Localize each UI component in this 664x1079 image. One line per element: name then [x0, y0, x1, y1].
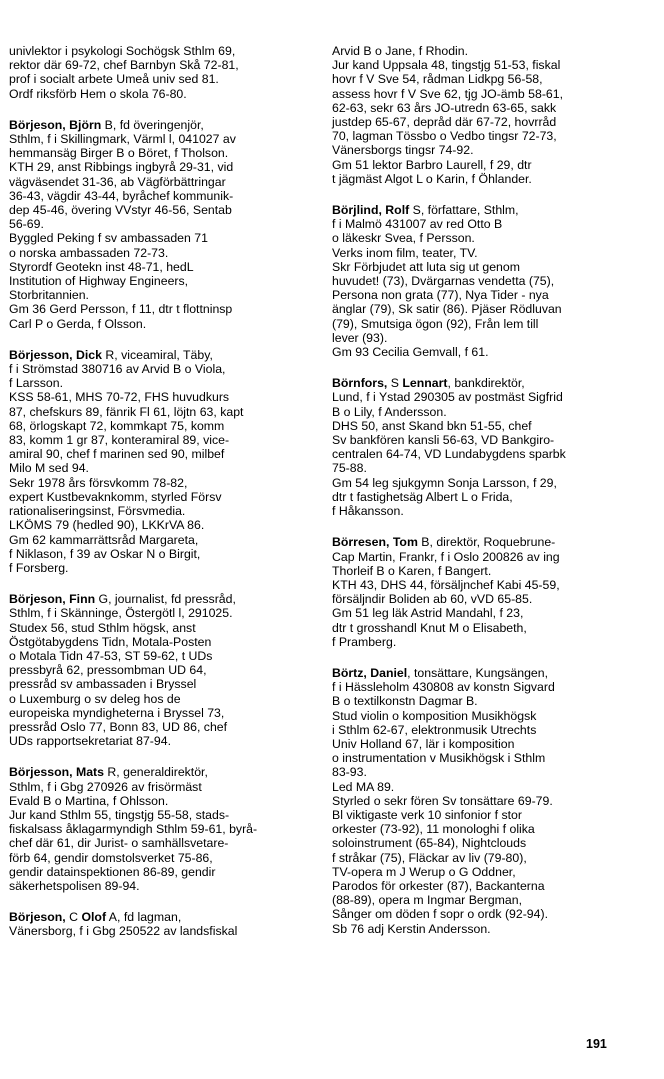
entry-line: KTH 43, DHS 44, försäljnchef Kabi 45-59, [332, 577, 560, 592]
entry-line: Sb 76 adj Kerstin Andersson. [332, 921, 491, 936]
entry-line: 62-63, sekr 63 års JO-utredn 63-65, sakk [332, 100, 557, 115]
entry-initial: S [390, 376, 403, 391]
entry-line: Gm 51 lektor Barbro Laurell, f 29, dtr [332, 157, 532, 172]
entry-line: Sthlm, f i Skillingmark, Värml l, 041027 av [9, 132, 236, 147]
entry-line: Ordf riksförb Hem o skola 76-80. [9, 86, 187, 101]
entry-first-line [9, 348, 305, 362]
entry-line: Cap Martin, Frankr, f i Oslo 200826 av ing [332, 549, 560, 564]
entry-line: f Håkansson. [332, 504, 404, 519]
entry-initial: C [69, 910, 82, 925]
entry-line: KTH 29, anst Ribbings ingbyrå 29-31, vid [9, 160, 234, 175]
entry-line: assess hovr f V Sve 62, tjg JO-ämb 58-61, [332, 86, 564, 101]
entry-line: änglar (79), Sk satir (86). Pjäser Rödluvan [332, 302, 562, 317]
entry-line: Gm 51 leg läk Astrid Mandahl, f 23, [332, 606, 524, 621]
entry-line: fiskalsass åklagarmyndigh Sthlm 59-61, byrå- [9, 822, 258, 837]
entry-line: amiral 90, chef f marinen sed 90, milbef [9, 447, 225, 462]
entry-surname: Börtz, [332, 665, 371, 680]
entry-given-name: Tom [392, 535, 418, 550]
entry-line: prof i socialt arbete Umeå univ sed 81. [9, 72, 219, 87]
entry-given-name: Rolf [385, 203, 410, 218]
entry-line: f i Malmö 431007 av red Otto B [332, 217, 503, 232]
entry-line: lever (93). [332, 330, 388, 345]
entry-line: B o Lily, f Andersson. [332, 404, 447, 419]
entry-line: LKÖMS 79 (hedled 90), LKKrVA 86. [9, 518, 205, 533]
entry-line: Byggled Peking f sv ambassaden 71 [9, 231, 208, 246]
entry-line: Styrordf Geotekn inst 48-71, hedL [9, 259, 194, 274]
entry-line: säkerhetspolisen 89-94. [9, 878, 140, 893]
entry-line: Vänersborg, f i Gbg 250522 av landsfiskal [9, 924, 238, 939]
entry-line: soloinstrument (65-84), Nightclouds [332, 836, 527, 851]
entry-line: dtr t grosshandl Knut M o Elisabeth, [332, 620, 527, 635]
entry-line: 75-88. [332, 461, 367, 476]
entry-line: f Larsson. [9, 376, 63, 391]
entry-line: Östgötabygdens Tidn, Motala-Posten [9, 634, 212, 649]
entry-bornfors-lennart [332, 376, 628, 518]
entry-borjlind-rolf [332, 203, 628, 359]
entry-line: 83, komm 1 gr 87, konteramiral 89, vice- [9, 433, 230, 448]
entry-line: i Sthlm 62-67, elektronmusik Utrechts [332, 722, 537, 737]
entry-line: hovr f V Sve 54, rådman Lidkpg 56-58, [332, 72, 543, 87]
entry-first-rest: B, direktör, Roquebrune- [417, 535, 556, 550]
entry-line: Jur kand Sthlm 55, tingstjg 55-58, stads- [9, 807, 230, 822]
entry-first-line [332, 535, 628, 549]
entry-line: 56-69. [9, 217, 44, 232]
entry-line: Sånger om döden f sopr o ordk (92-94). [332, 907, 549, 922]
entry-line: dtr t fastighetsäg Albert L o Frida, [332, 489, 513, 504]
page-number: 191 [586, 1037, 607, 1051]
entry-line: Skr Förbjudet att luta sig ut genom [332, 259, 520, 274]
entry-line: TV-opera m J Werup o G Oddner, [332, 864, 516, 879]
entry-line: Gm 36 Gerd Persson, f 11, dtr t flottninsp [9, 302, 233, 317]
entry-surname: Börjeson, [9, 592, 70, 607]
entry-line: Institution of Highway Engineers, [9, 274, 189, 289]
entry-line: f Forsberg. [9, 560, 69, 575]
entry-line: 83-93. [332, 765, 367, 780]
entry-surname: Börjlind, [332, 203, 386, 218]
entry-surname: Börnfors, [332, 376, 391, 391]
entry-line: Parodos för orkester (87), Backanterna [332, 878, 545, 893]
entry-line: f Pramberg. [332, 634, 397, 649]
entry-line: Univ Holland 67, lär i komposition [332, 736, 515, 751]
entry-line: gendir datainspektionen 86-89, gendir [9, 864, 216, 879]
entry-line: rektor där 69-72, chef Barnbyn Skå 72-81, [9, 58, 239, 73]
entry-line: (88-89), opera m Ingmar Bergman, [332, 893, 523, 908]
entry-line: f i Strömstad 380716 av Arvid B o Viola, [9, 362, 226, 377]
entry-line: o norska ambassaden 72-73. [9, 245, 169, 260]
entry-continued [332, 44, 628, 186]
entry-line: försäljndir Boliden ab 60, vVD 65-85. [332, 592, 533, 607]
entry-line: DHS 50, anst Skand bkn 51-55, chef [332, 418, 532, 433]
entry-first-rest: R, generaldirektör, [104, 765, 208, 780]
entry-first-rest: B, fd överingenjör, [101, 117, 204, 132]
entry-line: Stud violin o komposition Musikhögsk [332, 708, 537, 723]
entry-first-line [9, 118, 305, 132]
entry-line: vägväsendet 31-36, ab Vägförbättringar [9, 174, 226, 189]
entry-line: centralen 64-74, VD Lundabygdens sparbk [332, 447, 566, 462]
entry-line: t jägmäst Algot L o Karin, f Öhlander. [332, 171, 532, 186]
entry-line: Verks inom film, teater, TV. [332, 245, 478, 260]
entry-first-rest: R, viceamiral, Täby, [101, 347, 213, 362]
entry-first-line [332, 203, 628, 217]
entry-surname: Börjeson, [9, 117, 70, 132]
entry-first-rest: S, författare, Sthlm, [409, 203, 519, 218]
entry-surname: Börjesson, [9, 347, 76, 362]
entry-line: 70, lagman Tössbo o Vedbo tingsr 72-73, [332, 129, 557, 144]
entry-line: KSS 58-61, MHS 70-72, FHS huvudkurs [9, 390, 230, 405]
entry-first-line [332, 376, 628, 390]
entry-line: 68, örlogskapt 72, kommkapt 75, komm [9, 418, 225, 433]
entry-line: orkester (73-92), 11 monologhi f olika [332, 822, 535, 837]
entry-line: Studex 56, stud Sthlm högsk, anst [9, 620, 196, 635]
entry-line: pressråd sv ambassaden i Bryssel [9, 677, 197, 692]
entry-line: Sv bankfören kansli 56-63, VD Bankgiro- [332, 433, 555, 448]
entry-line: pressbyrå 62, pressombman UD 64, [9, 663, 207, 678]
entry-line: Evald B o Martina, f Ohlsson. [9, 793, 169, 808]
left-column [9, 44, 305, 956]
entry-first-rest: G, journalist, fd pressråd, [95, 592, 236, 607]
entry-borjesson-dick [9, 348, 305, 575]
entry-line: chef där 61, dir Jurist- o samhällsvetare- [9, 836, 229, 851]
entry-line: Sekr 1978 års försvkomm 78-82, [9, 475, 188, 490]
entry-surname: Börresen, [332, 535, 393, 550]
entry-given-name: Dick [75, 347, 102, 362]
entry-line: Jur kand Uppsala 48, tingstjg 51-53, fiskal [332, 58, 561, 73]
entry-line: Led MA 89. [332, 779, 395, 794]
entry-first-line [9, 765, 305, 779]
entry-line: Thorleif B o Karen, f Bangert. [332, 563, 492, 578]
entry-line: Gm 62 kammarrättsråd Margareta, [9, 532, 199, 547]
entry-line: europeiska myndigheterna i Bryssel 73, [9, 705, 225, 720]
entry-line: UDs rapportsekretariat 87-94. [9, 734, 171, 749]
entry-first-rest: A, fd lagman, [106, 910, 182, 925]
entry-first-rest: , bankdirektör, [447, 376, 525, 391]
entry-line: o Luxemburg o sv deleg hos de [9, 691, 181, 706]
entry-surname: Börjeson, [9, 910, 70, 925]
entry-given-name: Olof [81, 910, 107, 925]
right-column [332, 44, 628, 953]
entry-line: justdep 65-67, depråd där 67-72, hovrråd [332, 115, 557, 130]
entry-line: Carl P o Gerda, f Olsson. [9, 316, 147, 331]
entry-first-rest: , tonsättare, Kungsängen, [407, 665, 549, 680]
entry-line: Gm 54 leg sjukgymn Sonja Larsson, f 29, [332, 475, 557, 490]
entry-line: huvudet! (73), Dvärgarnas vendetta (75), [332, 274, 555, 289]
entry-first-line [9, 910, 305, 924]
entry-line: o Motala Tidn 47-53, ST 59-62, t UDs [9, 648, 213, 663]
entry-line: Gm 93 Cecilia Gemvall, f 61. [332, 345, 489, 360]
entry-line: 87, chefskurs 89, fänrik Fl 61, löjtn 63, kapt [9, 404, 244, 419]
entry-line: Sthlm, f i Gbg 270926 av frisörmäst [9, 779, 202, 794]
entry-line: Arvid B o Jane, f Rhodin. [332, 44, 469, 58]
entry-line: Styrled o sekr fören Sv tonsättare 69-79. [332, 793, 553, 808]
entry-continued [9, 44, 305, 101]
entry-first-line [332, 666, 628, 680]
entry-line: 36-43, vägdir 43-44, byråchef kommunik- [9, 188, 234, 203]
entry-given-name: Mats [75, 765, 104, 780]
entry-given-name: Björn [69, 117, 102, 132]
entry-line: f i Hässleholm 430808 av konstn Sigvard [332, 680, 555, 695]
entry-line: Bl viktigaste verk 10 sinfonior f stor [332, 807, 522, 822]
entry-line: o läkeskr Svea, f Persson. [332, 231, 475, 246]
entry-borjeson-olof [9, 910, 305, 938]
entry-line: pressråd Oslo 77, Bonn 83, UD 86, chef [9, 719, 228, 734]
entry-borresen-tom [332, 535, 628, 649]
entry-line: f Niklason, f 39 av Oskar N o Birgit, [9, 546, 201, 561]
entry-line: univlektor i psykologi Sochögsk Sthlm 69, [9, 44, 236, 58]
entry-bortz-daniel [332, 666, 628, 936]
entry-line: Milo M sed 94. [9, 461, 89, 476]
entry-given-name: Finn [69, 592, 96, 607]
entry-line: hemmansäg Birger B o Böret, f Tholson. [9, 146, 229, 161]
entry-line: Lund, f i Ystad 290305 av postmäst Sigfrid [332, 390, 563, 405]
entry-line: förb 64, gendir domstolsverket 75-86, [9, 850, 213, 865]
entry-line: expert Kustbevaknkomm, styrled Försv [9, 489, 222, 504]
entry-line: rationaliseringsinst, Försvmedia. [9, 504, 186, 519]
entry-line: Vänersborgs tingsr 74-92. [332, 143, 474, 158]
entry-given-name: Daniel [370, 665, 408, 680]
entry-line: (79), Smutsiga ögon (92), Från lem till [332, 316, 539, 331]
entry-given-name: Lennart [402, 376, 448, 391]
entry-borjesson-mats [9, 765, 305, 893]
entry-line: f stråkar (75), Fläckar av liv (79-80), [332, 850, 527, 865]
entry-borjeson-bjorn [9, 118, 305, 331]
entry-surname: Börjesson, [9, 765, 76, 780]
entry-line: B o textilkonstn Dagmar B. [332, 694, 478, 709]
entry-first-line [9, 592, 305, 606]
entry-line: Persona non grata (77), Nya Tider - nya [332, 288, 549, 303]
entry-line: dep 45-46, övering VVstyr 46-56, Sentab [9, 203, 232, 218]
entry-line: o instrumentation v Musikhögsk i Sthlm [332, 751, 546, 766]
entry-line: Sthlm, f i Skänninge, Östergötl l, 291025. [9, 606, 233, 621]
entry-borjeson-finn [9, 592, 305, 748]
entry-line: Storbritannien. [9, 288, 89, 303]
